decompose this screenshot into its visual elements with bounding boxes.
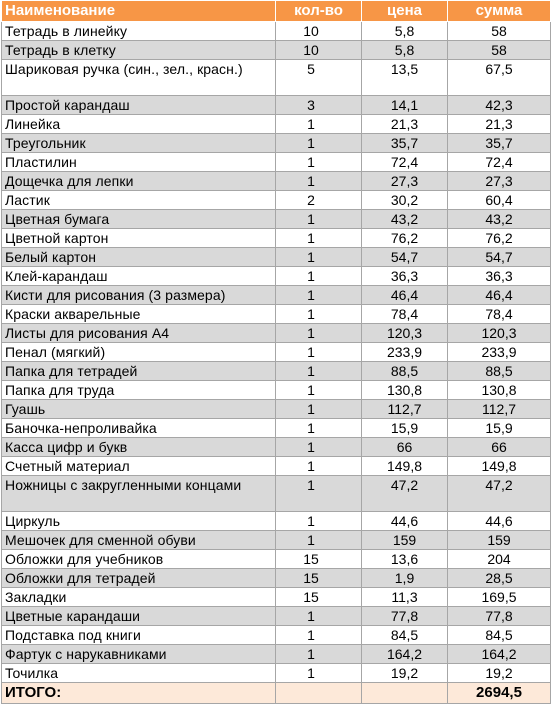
item-name-cell: Простой карандаш [2,96,276,115]
item-qty-cell: 1 [276,607,362,626]
item-price-cell: 15,9 [362,419,448,438]
item-sum-cell: 47,2 [448,476,551,512]
item-price-cell: 233,9 [362,343,448,362]
header-qty: кол-во [276,1,362,22]
item-name-cell: Треугольник [2,134,276,153]
item-sum-cell: 66 [448,438,551,457]
item-name-cell: Шариковая ручка (син., зел., красн.) [2,60,276,96]
item-qty-cell: 5 [276,60,362,96]
table-row [2,512,551,531]
item-sum-cell: 169,5 [448,588,551,607]
item-qty-cell: 10 [276,41,362,60]
item-price-cell: 27,3 [362,172,448,191]
item-sum-cell: 60,4 [448,191,551,210]
table-footer [2,683,551,704]
item-price-cell: 149,8 [362,457,448,476]
table-row [2,531,551,550]
item-sum-cell: 28,5 [448,569,551,588]
item-name-cell: Гуашь [2,400,276,419]
table-row [2,134,551,153]
item-qty-cell: 1 [276,153,362,172]
table-row [2,210,551,229]
item-sum-cell: 54,7 [448,248,551,267]
table-row [2,305,551,324]
table-row [2,457,551,476]
item-name-cell: Касса цифр и букв [2,438,276,457]
item-price-cell: 112,7 [362,400,448,419]
item-price-cell: 164,2 [362,645,448,664]
item-price-cell: 54,7 [362,248,448,267]
item-sum-cell: 19,2 [448,664,551,683]
table-row [2,664,551,683]
item-price-cell: 76,2 [362,229,448,248]
item-price-cell: 66 [362,438,448,457]
item-name-cell: Циркуль [2,512,276,531]
item-price-cell: 30,2 [362,191,448,210]
item-name-cell: Белый картон [2,248,276,267]
item-name-cell: Кисти для рисования (3 размера) [2,286,276,305]
item-price-cell: 44,6 [362,512,448,531]
item-name-cell: Пластилин [2,153,276,172]
item-sum-cell: 84,5 [448,626,551,645]
item-price-cell: 77,8 [362,607,448,626]
table-header [2,1,551,22]
item-name-cell: Пенал (мягкий) [2,343,276,362]
table-row [2,438,551,457]
total-row [2,683,551,704]
item-sum-cell: 44,6 [448,512,551,531]
table-row [2,153,551,172]
item-sum-cell: 58 [448,41,551,60]
item-name-cell: Тетрадь в клетку [2,41,276,60]
item-price-cell: 78,4 [362,305,448,324]
item-qty-cell: 1 [276,381,362,400]
item-price-cell: 13,5 [362,60,448,96]
item-price-cell: 36,3 [362,267,448,286]
item-sum-cell: 130,8 [448,381,551,400]
total-empty-qty [276,683,362,704]
item-name-cell: Листы для рисования А4 [2,324,276,343]
item-sum-cell: 15,9 [448,419,551,438]
item-price-cell: 1,9 [362,569,448,588]
item-qty-cell: 1 [276,419,362,438]
item-qty-cell: 1 [276,531,362,550]
item-price-cell: 159 [362,531,448,550]
item-price-cell: 120,3 [362,324,448,343]
table-row [2,172,551,191]
item-qty-cell: 1 [276,267,362,286]
item-qty-cell: 1 [276,286,362,305]
item-price-cell: 43,2 [362,210,448,229]
item-sum-cell: 233,9 [448,343,551,362]
table-row [2,607,551,626]
item-name-cell: Подставка под книги [2,626,276,645]
item-sum-cell: 21,3 [448,115,551,134]
header-name: Наименование [2,1,276,22]
item-qty-cell: 2 [276,191,362,210]
item-name-cell: Тетрадь в линейку [2,22,276,41]
item-sum-cell: 27,3 [448,172,551,191]
item-qty-cell: 1 [276,210,362,229]
header-price: цена [362,1,448,22]
table-body [2,22,551,683]
item-sum-cell: 77,8 [448,607,551,626]
item-price-cell: 130,8 [362,381,448,400]
item-qty-cell: 1 [276,134,362,153]
item-qty-cell: 15 [276,550,362,569]
table-row [2,645,551,664]
item-name-cell: Папка для труда [2,381,276,400]
item-sum-cell: 35,7 [448,134,551,153]
item-qty-cell: 1 [276,115,362,134]
item-price-cell: 21,3 [362,115,448,134]
table-row [2,41,551,60]
table-row [2,191,551,210]
table-row [2,476,551,512]
item-price-cell: 72,4 [362,153,448,172]
item-sum-cell: 46,4 [448,286,551,305]
item-sum-cell: 42,3 [448,96,551,115]
item-qty-cell: 1 [276,457,362,476]
item-name-cell: Цветной картон [2,229,276,248]
item-qty-cell: 1 [276,645,362,664]
item-price-cell: 14,1 [362,96,448,115]
item-name-cell: Цветные карандаши [2,607,276,626]
item-qty-cell: 1 [276,172,362,191]
item-qty-cell: 1 [276,248,362,267]
header-sum: сумма [448,1,551,22]
table-row [2,419,551,438]
item-price-cell: 19,2 [362,664,448,683]
item-name-cell: Мешочек для сменной обуви [2,531,276,550]
header-row [2,1,551,22]
item-sum-cell: 67,5 [448,60,551,96]
item-qty-cell: 1 [276,305,362,324]
supplies-table [1,0,551,704]
item-sum-cell: 204 [448,550,551,569]
item-qty-cell: 1 [276,476,362,512]
item-qty-cell: 15 [276,569,362,588]
table-row [2,115,551,134]
table-row [2,626,551,645]
total-label: ИТОГО: [2,683,276,704]
item-name-cell: Обложки для учебников [2,550,276,569]
item-price-cell: 47,2 [362,476,448,512]
item-sum-cell: 120,3 [448,324,551,343]
item-name-cell: Папка для тетрадей [2,362,276,381]
table-row [2,248,551,267]
item-name-cell: Фартук с нарукавниками [2,645,276,664]
item-sum-cell: 43,2 [448,210,551,229]
item-name-cell: Клей-карандаш [2,267,276,286]
table-row [2,381,551,400]
table-row [2,96,551,115]
table-row [2,588,551,607]
table-row [2,569,551,588]
total-value: 2694,5 [448,683,551,704]
total-empty-price [362,683,448,704]
item-sum-cell: 149,8 [448,457,551,476]
item-sum-cell: 88,5 [448,362,551,381]
table-row [2,267,551,286]
table-row [2,60,551,96]
item-sum-cell: 36,3 [448,267,551,286]
item-name-cell: Закладки [2,588,276,607]
table-row [2,324,551,343]
item-qty-cell: 15 [276,588,362,607]
item-name-cell: Счетный материал [2,457,276,476]
item-price-cell: 13,6 [362,550,448,569]
item-price-cell: 46,4 [362,286,448,305]
item-qty-cell: 10 [276,22,362,41]
item-price-cell: 11,3 [362,588,448,607]
item-name-cell: Дощечка для лепки [2,172,276,191]
table-row [2,229,551,248]
item-qty-cell: 1 [276,664,362,683]
item-qty-cell: 1 [276,512,362,531]
item-price-cell: 5,8 [362,41,448,60]
item-name-cell: Ножницы с закругленными концами [2,476,276,512]
table-row [2,400,551,419]
item-sum-cell: 164,2 [448,645,551,664]
item-sum-cell: 58 [448,22,551,41]
item-price-cell: 84,5 [362,626,448,645]
table-row [2,362,551,381]
item-qty-cell: 1 [276,229,362,248]
item-price-cell: 88,5 [362,362,448,381]
table-row [2,550,551,569]
item-qty-cell: 1 [276,626,362,645]
item-qty-cell: 1 [276,324,362,343]
item-sum-cell: 78,4 [448,305,551,324]
item-qty-cell: 1 [276,438,362,457]
item-name-cell: Цветная бумага [2,210,276,229]
item-price-cell: 35,7 [362,134,448,153]
item-qty-cell: 1 [276,362,362,381]
table-row [2,22,551,41]
item-sum-cell: 159 [448,531,551,550]
item-qty-cell: 1 [276,343,362,362]
item-name-cell: Ластик [2,191,276,210]
item-price-cell: 5,8 [362,22,448,41]
item-name-cell: Обложки для тетрадей [2,569,276,588]
item-name-cell: Линейка [2,115,276,134]
item-name-cell: Точилка [2,664,276,683]
item-name-cell: Краски акварельные [2,305,276,324]
item-sum-cell: 112,7 [448,400,551,419]
item-qty-cell: 3 [276,96,362,115]
item-qty-cell: 1 [276,400,362,419]
table-row [2,343,551,362]
item-sum-cell: 76,2 [448,229,551,248]
item-sum-cell: 72,4 [448,153,551,172]
item-name-cell: Баночка-непроливайка [2,419,276,438]
table-row [2,286,551,305]
